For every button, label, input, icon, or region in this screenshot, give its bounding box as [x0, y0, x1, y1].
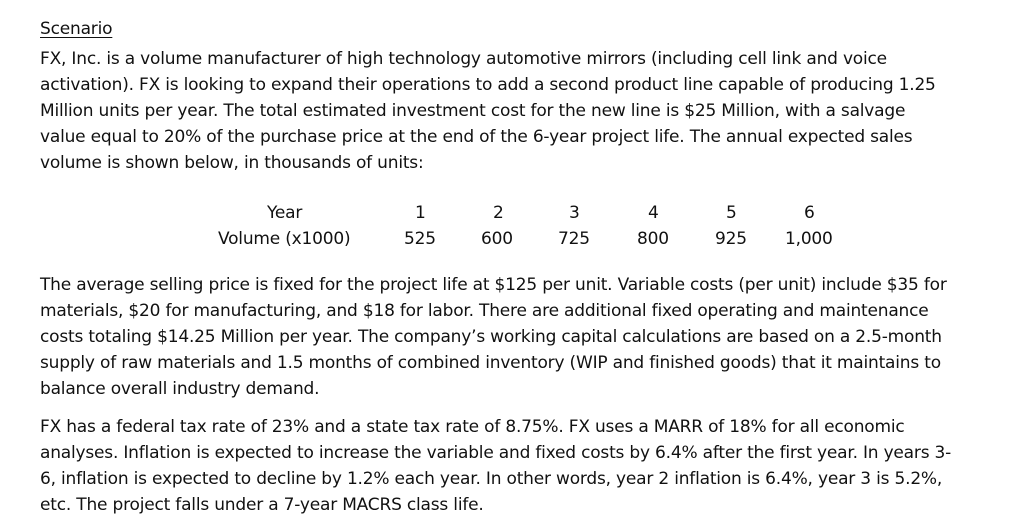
- paragraph-line: balance overall industry demand.: [40, 379, 320, 399]
- paragraph-taxes: [40, 414, 951, 518]
- paragraph-line: FX, Inc. is a volume manufacturer of high technology automotive mirrors (including cell link and voice: [40, 49, 887, 69]
- paragraph-line: volume is shown below, in thousands of units:: [40, 153, 424, 173]
- paragraph-line: analyses. Inflation is expected to increase the variable and fixed costs by 6.4% after the first year. In years 3-: [40, 443, 952, 463]
- volume-cell: 600: [481, 229, 513, 249]
- paragraph-line: The average selling price is fixed for the project life at $125 per unit. Variable costs (per unit) include $35 for: [40, 275, 947, 295]
- paragraph-costs: [40, 272, 947, 402]
- volume-cell: 725: [558, 229, 590, 249]
- volume-cell: 925: [715, 229, 747, 249]
- paragraph-line: costs totaling $14.25 Million per year. The company’s working capital calculations are based on a 2.5-month: [40, 327, 942, 347]
- year-cell: 5: [726, 203, 737, 223]
- document-body: [40, 16, 1000, 515]
- paragraph-line: FX has a federal tax rate of 23% and a state tax rate of 8.75%. FX uses a MARR of 18% for all economic: [40, 417, 905, 437]
- year-cell: 4: [648, 203, 659, 223]
- paragraph-line: materials, $20 for manufacturing, and $18 for labor. There are additional fixed operating and maintenance: [40, 301, 929, 321]
- paragraph-line: etc. The project falls under a 7-year MACRS class life.: [40, 495, 484, 515]
- year-cell: 1: [415, 203, 426, 223]
- year-cell: 3: [569, 203, 580, 223]
- year-label: Year: [267, 203, 303, 223]
- year-cell: 2: [493, 203, 504, 223]
- paragraph-line: 6, inflation is expected to decline by 1.2% each year. In other words, year 2 inflation is 6.4%, year 3 is 5.2%,: [40, 469, 943, 489]
- year-cell: 6: [804, 203, 815, 223]
- paragraph-line: activation). FX is looking to expand their operations to add a second product line capable of producing 1.25: [40, 75, 936, 95]
- volume-cell: 1,000: [785, 229, 833, 249]
- paragraph-line: value equal to 20% of the purchase price at the end of the 6-year project life. The annual expected sales: [40, 127, 913, 147]
- volume-cell: 525: [404, 229, 436, 249]
- volume-label: Volume (x1000): [218, 229, 351, 249]
- volume-cell: 800: [637, 229, 669, 249]
- paragraph-intro: [40, 46, 1000, 176]
- scenario-heading: Scenario: [40, 19, 113, 39]
- paragraph-line: supply of raw materials and 1.5 months of combined inventory (WIP and finished goods) that it maintains to: [40, 353, 941, 373]
- paragraph-line: Million units per year. The total estimated investment cost for the new line is $25 Million, with a salvage: [40, 101, 906, 121]
- sales-volume-table: [40, 200, 940, 252]
